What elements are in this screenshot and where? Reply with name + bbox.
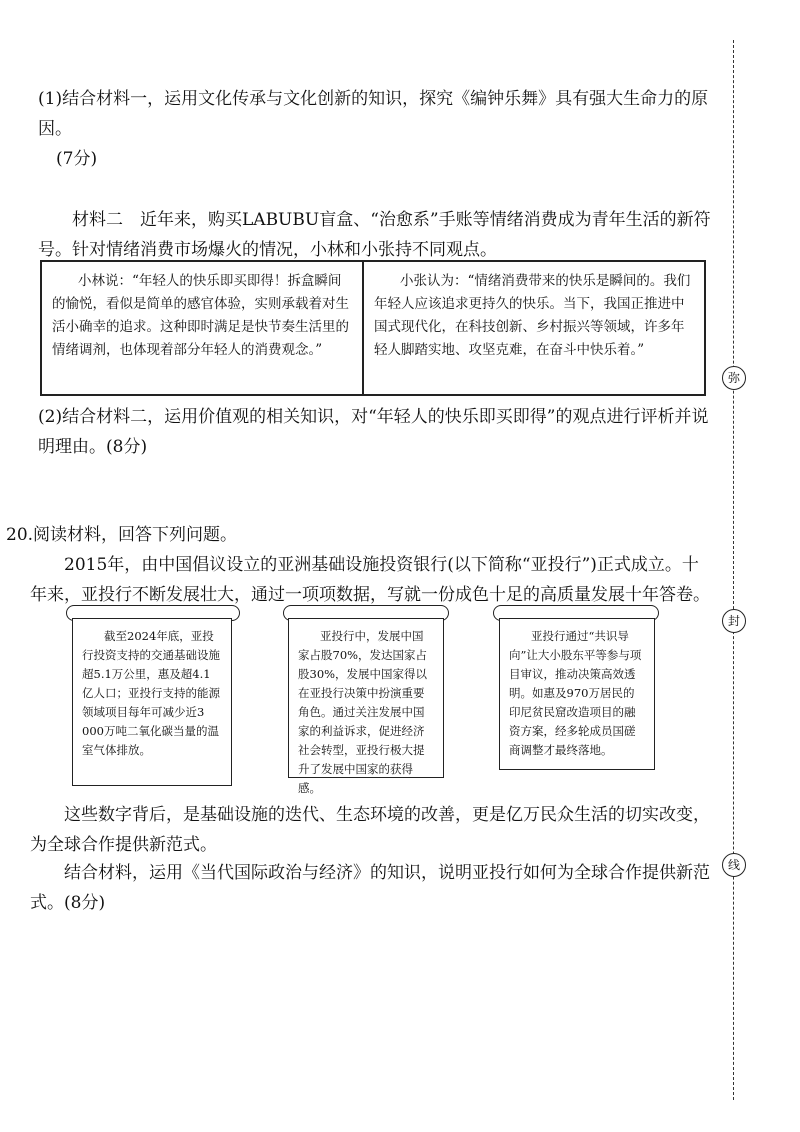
seal-char-mi: 弥	[722, 366, 746, 390]
scroll-card-3: 亚投行通过“共识导向”让大小股东平等参与项目审议，推动决策高效透明。如惠及970万居民的印尼贫民窟改造项目的融资方案，经多轮成员国磋商调整才最终落地。	[499, 618, 655, 770]
scroll-card-2: 亚投行中，发展中国家占股70%，发达国家占股30%，发展中国家得以在亚投行决策中扮演重要角色。通过关注发展中国家的利益诉求，促进经济社会转型，亚投行极大提升了发展中国家的获得感。	[288, 618, 444, 778]
question-20-header: 20.阅读材料，回答下列问题。	[6, 525, 238, 545]
question-20-summary: 这些数字背后，是基础设施的迭代、生态环境的改善，更是亿万民众生活的切实改变，为全球合作提供新范式。	[30, 805, 710, 855]
question-1-prompt: (1)结合材料一，运用文化传承与文化创新的知识，探究《编钟乐舞》具有强大生命力的原因。	[38, 89, 709, 139]
question-1	[38, 84, 718, 174]
seal-char-xian: 线	[722, 853, 746, 877]
question-20-intro: 2015年，由中国倡议设立的亚洲基础设施投资银行(以下简称“亚投行”)正式成立。十年来，亚投行不断发展壮大，通过一项项数据，写就一份成色十足的高质量发展十年答卷。	[30, 555, 710, 605]
binding-margin-line	[733, 40, 734, 1100]
lin-opinion-box: 小林说：“年轻人的快乐即买即得！拆盒瞬间的愉悦，看似是简单的感官体验，实则承载着对生活小确幸的追求。这种即时满足是快节奏生活里的情绪调剂，也体现着部分年轻人的消费观念。”	[40, 260, 364, 396]
question-1-score: (7分)	[56, 149, 98, 169]
seal-char-feng: 封	[722, 609, 746, 633]
material-2-intro: 材料二 近年来，购买LABUBU盲盒、“治愈系”手账等情绪消费成为青年生活的新符号。针对情绪消费市场爆火的情况，小林和小张持不同观点。	[38, 210, 711, 260]
zhang-opinion-box: 小张认为：“情绪消费带来的快乐是瞬间的。我们年轻人应该追求更持久的快乐。当下，我国正推进中国式现代化，在科技创新、乡村振兴等领域，许多年轻人脚踏实地、攻坚克难，在奋斗中快乐着。”	[364, 260, 706, 396]
question-2: (2)结合材料二，运用价值观的相关知识，对“年轻人的快乐即买即得”的观点进行评析并说明理由。(8分)	[38, 407, 709, 457]
scroll-card-1: 截至2024年底，亚投行投资支持的交通基础设施超5.1万公里，惠及超4.1亿人口；亚投行支持的能源领域项目每年可减少近3 000万吨二氧化碳当量的温室气体排放。	[72, 618, 232, 786]
opinion-boxes	[40, 260, 706, 396]
question-20-task: 结合材料，运用《当代国际政治与经济》的知识，说明亚投行如何为全球合作提供新范式。(8分)	[30, 863, 710, 913]
